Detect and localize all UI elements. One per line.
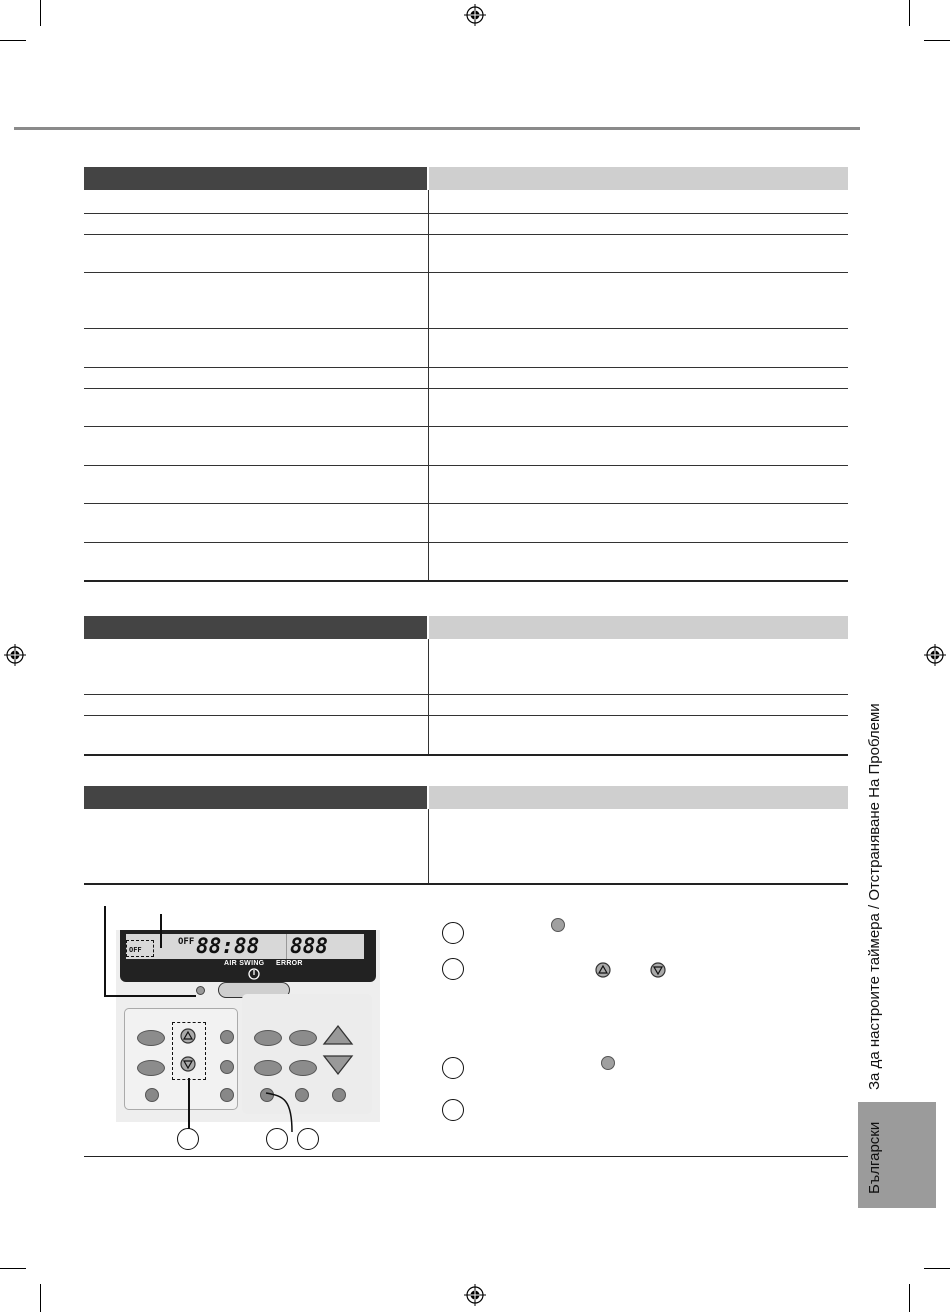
leader-line — [104, 995, 196, 997]
timer-up-button[interactable] — [180, 1028, 196, 1044]
column-divider — [428, 190, 429, 580]
step-marker — [177, 1128, 199, 1150]
registration-mark-left — [4, 644, 26, 666]
table-2 — [84, 616, 848, 756]
step-marker — [297, 1128, 319, 1150]
table-row — [84, 883, 848, 885]
function-button[interactable] — [220, 1060, 234, 1074]
lcd-code: 888 — [290, 934, 328, 958]
table-row — [84, 234, 848, 235]
table-row — [84, 754, 848, 756]
section-bottom-rule — [84, 1156, 848, 1157]
table-row — [84, 426, 848, 427]
lcd-separator — [286, 934, 287, 959]
step-1-marker — [442, 922, 464, 944]
step-2-marker — [442, 958, 464, 980]
table-row — [84, 503, 848, 504]
lcd-time: 88:88 — [196, 934, 260, 958]
table-row — [84, 388, 848, 389]
registration-mark-right — [924, 644, 946, 666]
table-row — [84, 367, 848, 368]
remote-control-illustration — [116, 930, 380, 1122]
leader-line — [160, 914, 162, 948]
air-swing-label: AIR SWING — [224, 960, 265, 967]
lcd-off-label: OFF — [178, 937, 195, 947]
up-arrow-icon — [595, 962, 611, 978]
table-header — [84, 616, 848, 639]
step-3-marker — [442, 1057, 464, 1079]
timer-button-icon — [551, 918, 565, 932]
function-button[interactable] — [137, 1030, 165, 1046]
power-icon — [248, 968, 260, 980]
crop-mark — [924, 40, 950, 41]
timer-down-button[interactable] — [180, 1056, 196, 1072]
function-button[interactable] — [145, 1088, 159, 1102]
top-rule — [14, 127, 860, 130]
temp-up-button[interactable] — [322, 1024, 354, 1046]
table-row — [84, 542, 848, 543]
table-header — [84, 167, 848, 190]
leader-line — [264, 1090, 304, 1132]
table-row — [84, 694, 848, 695]
crop-mark — [40, 1284, 41, 1312]
table-3 — [84, 786, 848, 886]
crop-mark — [909, 0, 910, 26]
table-row — [84, 272, 848, 273]
language-label: Български — [866, 1121, 883, 1194]
lcd-display — [126, 934, 364, 959]
function-button[interactable] — [332, 1088, 346, 1102]
step-4-marker — [442, 1099, 464, 1121]
button-panel — [116, 990, 380, 1122]
table-row — [84, 213, 848, 214]
leader-line — [188, 1078, 190, 1130]
lcd-panel — [120, 930, 376, 982]
function-button[interactable] — [254, 1060, 282, 1076]
registration-mark-top — [464, 4, 486, 26]
crop-mark — [0, 40, 26, 41]
crop-mark — [0, 1268, 26, 1269]
table-row — [84, 580, 848, 582]
table-row — [84, 328, 848, 329]
table-row — [84, 715, 848, 716]
table-1 — [84, 167, 848, 582]
registration-mark-bottom — [464, 1284, 486, 1306]
crop-mark — [909, 1284, 910, 1312]
column-divider — [428, 809, 429, 883]
timer-button-icon — [601, 1056, 615, 1070]
table-row — [84, 465, 848, 466]
function-button[interactable] — [137, 1060, 165, 1076]
table-header — [84, 786, 848, 809]
error-label: ERROR — [276, 960, 303, 967]
function-button[interactable] — [220, 1030, 234, 1044]
function-button[interactable] — [254, 1030, 282, 1046]
crop-mark — [40, 0, 41, 26]
function-button[interactable] — [220, 1088, 234, 1102]
chapter-title: За да настроите таймера / Отстраняване На Проблеми — [866, 703, 883, 1090]
down-arrow-icon — [650, 962, 666, 978]
step-marker — [266, 1128, 288, 1150]
temp-down-button[interactable] — [322, 1054, 354, 1076]
crop-mark — [924, 1268, 950, 1269]
column-divider — [428, 639, 429, 754]
function-button[interactable] — [289, 1060, 317, 1076]
lcd-off-small: OFF — [129, 946, 142, 954]
leader-line — [104, 906, 106, 996]
function-button[interactable] — [289, 1030, 317, 1046]
